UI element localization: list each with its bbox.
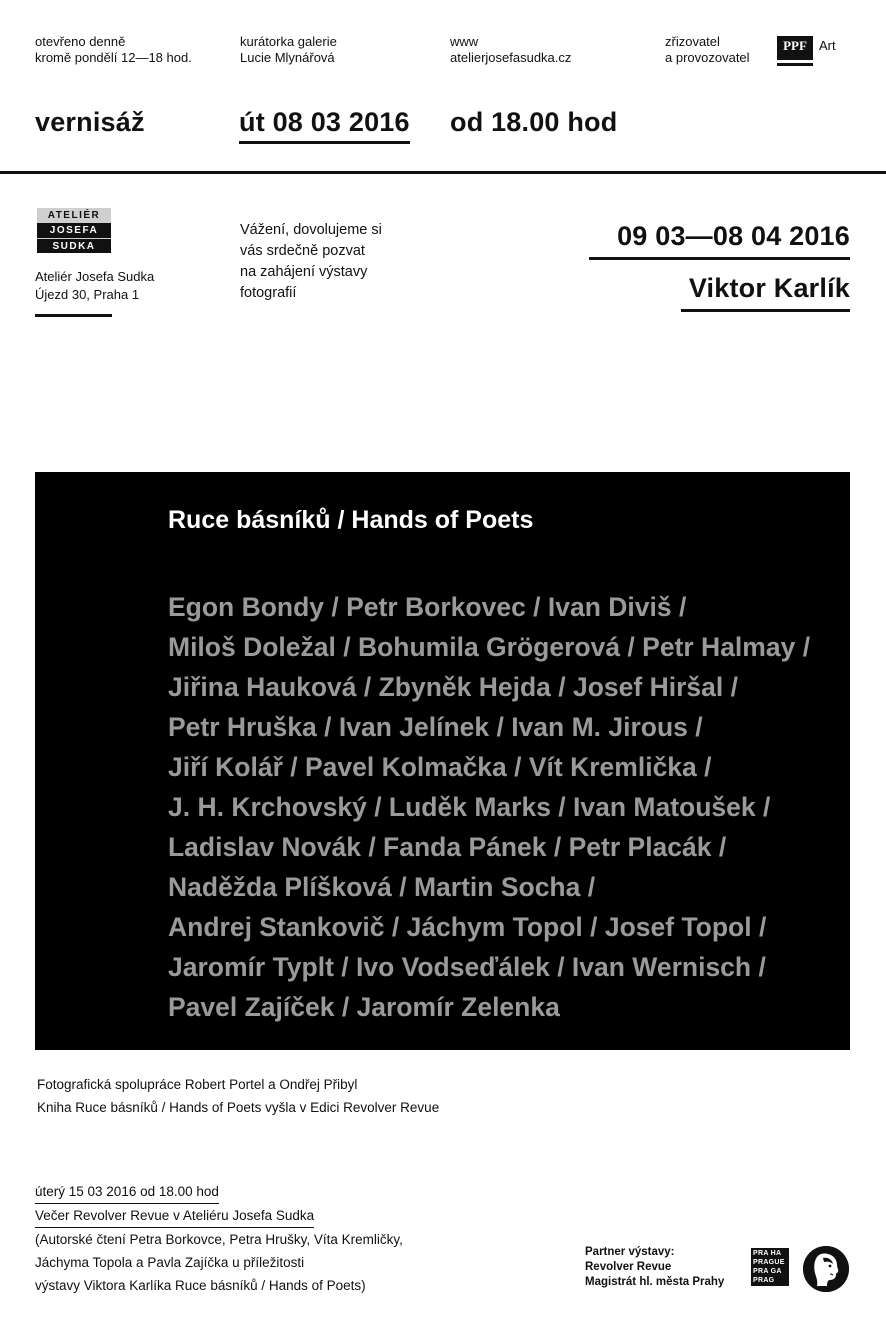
curator-line1: kurátorka galerie <box>240 34 337 49</box>
event-date: úterý 15 03 2016 od 18.00 hod <box>35 1180 219 1204</box>
invitation-line: na zahájení výstavy <box>240 264 368 280</box>
poets-line: J. H. Krchovský / Luděk Marks / Ivan Matoušek / <box>168 792 771 822</box>
poets-line: Jaromír Typlt / Ivo Vodseďálek / Ivan Wernisch / <box>168 952 766 982</box>
curator-line2: Lucie Mlynářová <box>240 50 335 65</box>
poets-line: Jiřina Hauková / Zbyněk Hejda / Josef Hiršal / <box>168 672 738 702</box>
poets-panel-title: Ruce básníků / Hands of Poets <box>168 506 534 534</box>
poets-panel <box>35 472 850 1050</box>
ppf-logo: PPF <box>777 36 813 63</box>
gallery-address <box>35 268 155 317</box>
curator <box>240 34 337 66</box>
atelier-logo <box>37 208 111 254</box>
poets-line: Petr Hruška / Ivan Jelínek / Ivan M. Jirous / <box>168 712 703 742</box>
poets-line: Pavel Zajíček / Jaromír Zelenka <box>168 992 560 1022</box>
event-desc-line: (Autorské čtení Petra Borkovce, Petra Hrušky, Víta Kremličky, <box>35 1232 403 1247</box>
website-line1: www <box>450 34 479 49</box>
credits-line1: Fotografická spolupráce Robert Portel a Ondřej Přibyl <box>37 1077 358 1092</box>
exhibition-artist: Viktor Karlík <box>681 272 850 312</box>
founder-line2: a provozovatel <box>665 50 750 65</box>
poets-line: Jiří Kolář / Pavel Kolmačka / Vít Kremlička / <box>168 752 712 782</box>
invitation-line: fotografií <box>240 285 297 301</box>
event-desc-line: výstavy Viktora Karlíka Ruce básníků / Hands of Poets) <box>35 1278 366 1293</box>
invitation-line: vás srdečně pozvat <box>240 243 365 259</box>
poets-line: Naděžda Plíšková / Martin Socha / <box>168 872 596 902</box>
prague-logo-row: PRA GA <box>753 1268 782 1275</box>
exhibition-dates: 09 03—08 04 2016 <box>589 220 850 260</box>
vernissage-time: od 18.00 hod <box>450 107 618 137</box>
evening-event <box>35 1180 403 1297</box>
invitation-line: Vážení, dovolujeme si <box>240 222 382 238</box>
poets-list <box>168 587 848 1027</box>
credits-line2: Kniha Ruce básníků / Hands of Poets vyšla v Edici Revolver Revue <box>37 1100 440 1115</box>
prague-logo-row: PRAG <box>753 1277 775 1284</box>
gallery-street: Újezd 30, Praha 1 <box>35 287 140 302</box>
opening-hours-line2: kromě pondělí 12—18 hod. <box>35 50 192 65</box>
atelier-logo-row2: JOSEFA <box>37 223 111 238</box>
event-desc-line: Jáchyma Topola a Pavla Zajíčka u příležitosti <box>35 1255 305 1270</box>
poets-line: Miloš Doležal / Bohumila Grögerová / Petr Halmay / <box>168 632 811 662</box>
partners-label: Partner výstavy: <box>585 1246 675 1258</box>
revolver-revue-logo-icon <box>803 1246 849 1292</box>
partner-item: Magistrát hl. města Prahy <box>585 1276 725 1288</box>
event-title: Večer Revolver Revue v Ateliéru Josefa Sudka <box>35 1204 314 1228</box>
opening-hours-line1: otevřeno denně <box>35 34 126 49</box>
poets-line: Egon Bondy / Petr Borkovec / Ivan Diviš / <box>168 592 687 622</box>
vernissage-date: út 08 03 2016 <box>239 106 410 144</box>
partner-item: Revolver Revue <box>585 1261 672 1273</box>
invitation-text <box>240 220 382 304</box>
credits <box>37 1073 439 1119</box>
poets-line: Andrej Stankovič / Jáchym Topol / Josef Topol / <box>168 912 767 942</box>
atelier-logo-row3: SUDKA <box>37 238 111 253</box>
founder <box>665 34 750 66</box>
ppf-art-label: Art <box>819 38 836 53</box>
founder-line1: zřizovatel <box>665 34 720 49</box>
prague-logo-row: PRA HA <box>753 1250 782 1257</box>
header-divider <box>0 171 886 174</box>
website-link[interactable]: atelierjosefasudka.cz <box>450 50 572 65</box>
vernissage-label: vernisáž <box>35 107 145 137</box>
opening-hours <box>35 34 192 66</box>
prague-logo-row: PRAGUE <box>753 1259 785 1266</box>
gallery-name: Ateliér Josefa Sudka <box>35 269 155 284</box>
partners <box>585 1245 724 1290</box>
face-profile-icon <box>803 1246 849 1292</box>
poets-line: Ladislav Novák / Fanda Pánek / Petr Placák / <box>168 832 727 862</box>
prague-logo <box>751 1248 789 1286</box>
atelier-logo-row1: ATELIÉR <box>37 208 111 223</box>
website[interactable] <box>450 34 571 66</box>
